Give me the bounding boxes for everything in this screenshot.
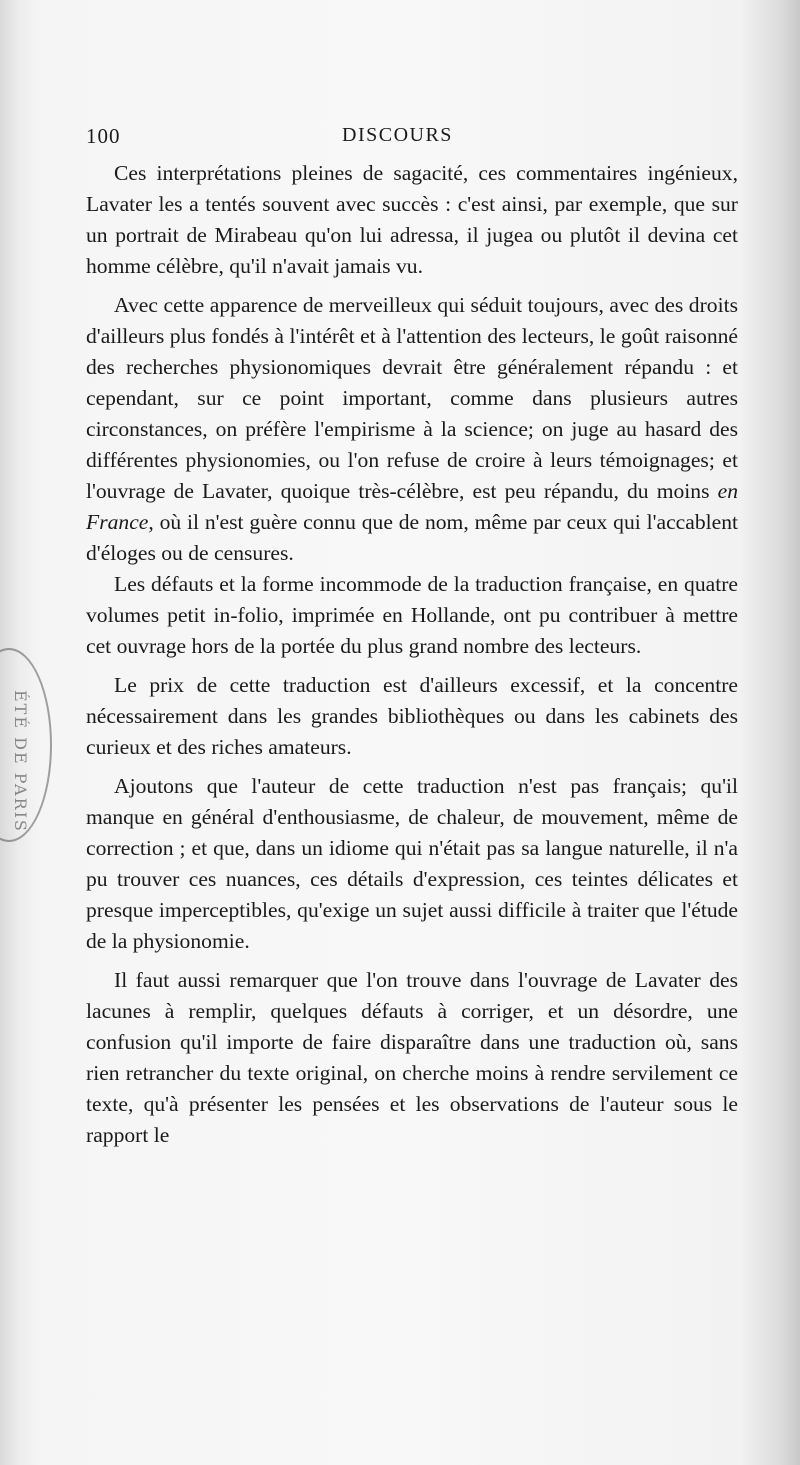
paragraph-text: Il faut aussi remarquer que l'on trouve dans l'ouvrage de Lavater des lacunes à remplir, quelques défauts à corriger, et un désordre, une confusion qu'il importe de faire disparaître dans une traduction où, sans rien retrancher du texte original, on cherche moins à rendre servilement ce texte, qu'à présenter les pensées et les observations de l'auteur sous le rapport le <box>86 968 738 1147</box>
paragraph-text: Le prix de cette traduction est d'ailleurs excessif, et la concentre nécessairement dans les grandes bibliothèques ou dans les cabinets des curieux et des riches amateurs. <box>86 673 738 759</box>
page-header <box>86 118 738 158</box>
page-body <box>86 158 738 1151</box>
paragraph-text: , où il n'est guère connu que de nom, même par ceux qui l'accablent d'éloges ou de censures. <box>86 510 738 565</box>
paragraph <box>86 158 738 282</box>
page-number: 100 <box>86 124 121 148</box>
paragraph-text: Ces interprétations pleines de sagacité, ces commentaires ingénieux, Lavater les a tentés souvent avec succès : c'est ainsi, par exemple, que sur un portrait de Mirabeau qu'on lui adressa, il jugea ou plutôt il devina cet homme célèbre, qu'il n'avait jamais vu. <box>86 161 738 278</box>
paragraph-text: Les défauts et la forme incommode de la traduction française, en quatre volumes petit in-folio, imprimée en Hollande, ont pu contribuer à mettre cet ouvrage hors de la portée du plus grand nombre des lecteurs. <box>86 572 738 658</box>
paragraph <box>86 965 738 1151</box>
paragraph <box>86 670 738 763</box>
paragraph-text: Avec cette apparence de merveilleux qui séduit toujours, avec des droits d'ailleurs plus fondés à l'intérêt et à l'attention des lecteurs, le goût raisonné des recherches physionomiques devrait être généralement répandu : et cependant, sur ce point important, comme dans plusieurs autres circonstances, on préfère l'empirisme à la science; on juge au hasard des différentes physionomies, ou l'on refuse de croire à leurs témoignages; et l'ouvrage de Lavater, quoique très-célèbre, est peu répandu, du moins <box>86 293 738 503</box>
library-stamp-text: ÉTÉ DE PARIS <box>11 690 30 833</box>
italic-phrase: en France <box>86 479 738 534</box>
paragraph-text: Ajoutons que l'auteur de cette traduction n'est pas français; qu'il manque en général d'enthousiasme, de chaleur, de mouvement, même de correction ; et que, dans un idiome qui n'était pas sa langue naturelle, il n'a pu trouver ces nuances, ces détails d'expression, ces teintes délicates et presque imperceptibles, qu'exige un sujet aussi difficile à traiter que l'étude de la physionomie. <box>86 774 738 953</box>
paragraph <box>86 290 738 569</box>
book-page <box>86 118 738 1151</box>
paragraph <box>86 569 738 662</box>
running-head: DISCOURS <box>342 124 453 146</box>
paragraph <box>86 771 738 957</box>
